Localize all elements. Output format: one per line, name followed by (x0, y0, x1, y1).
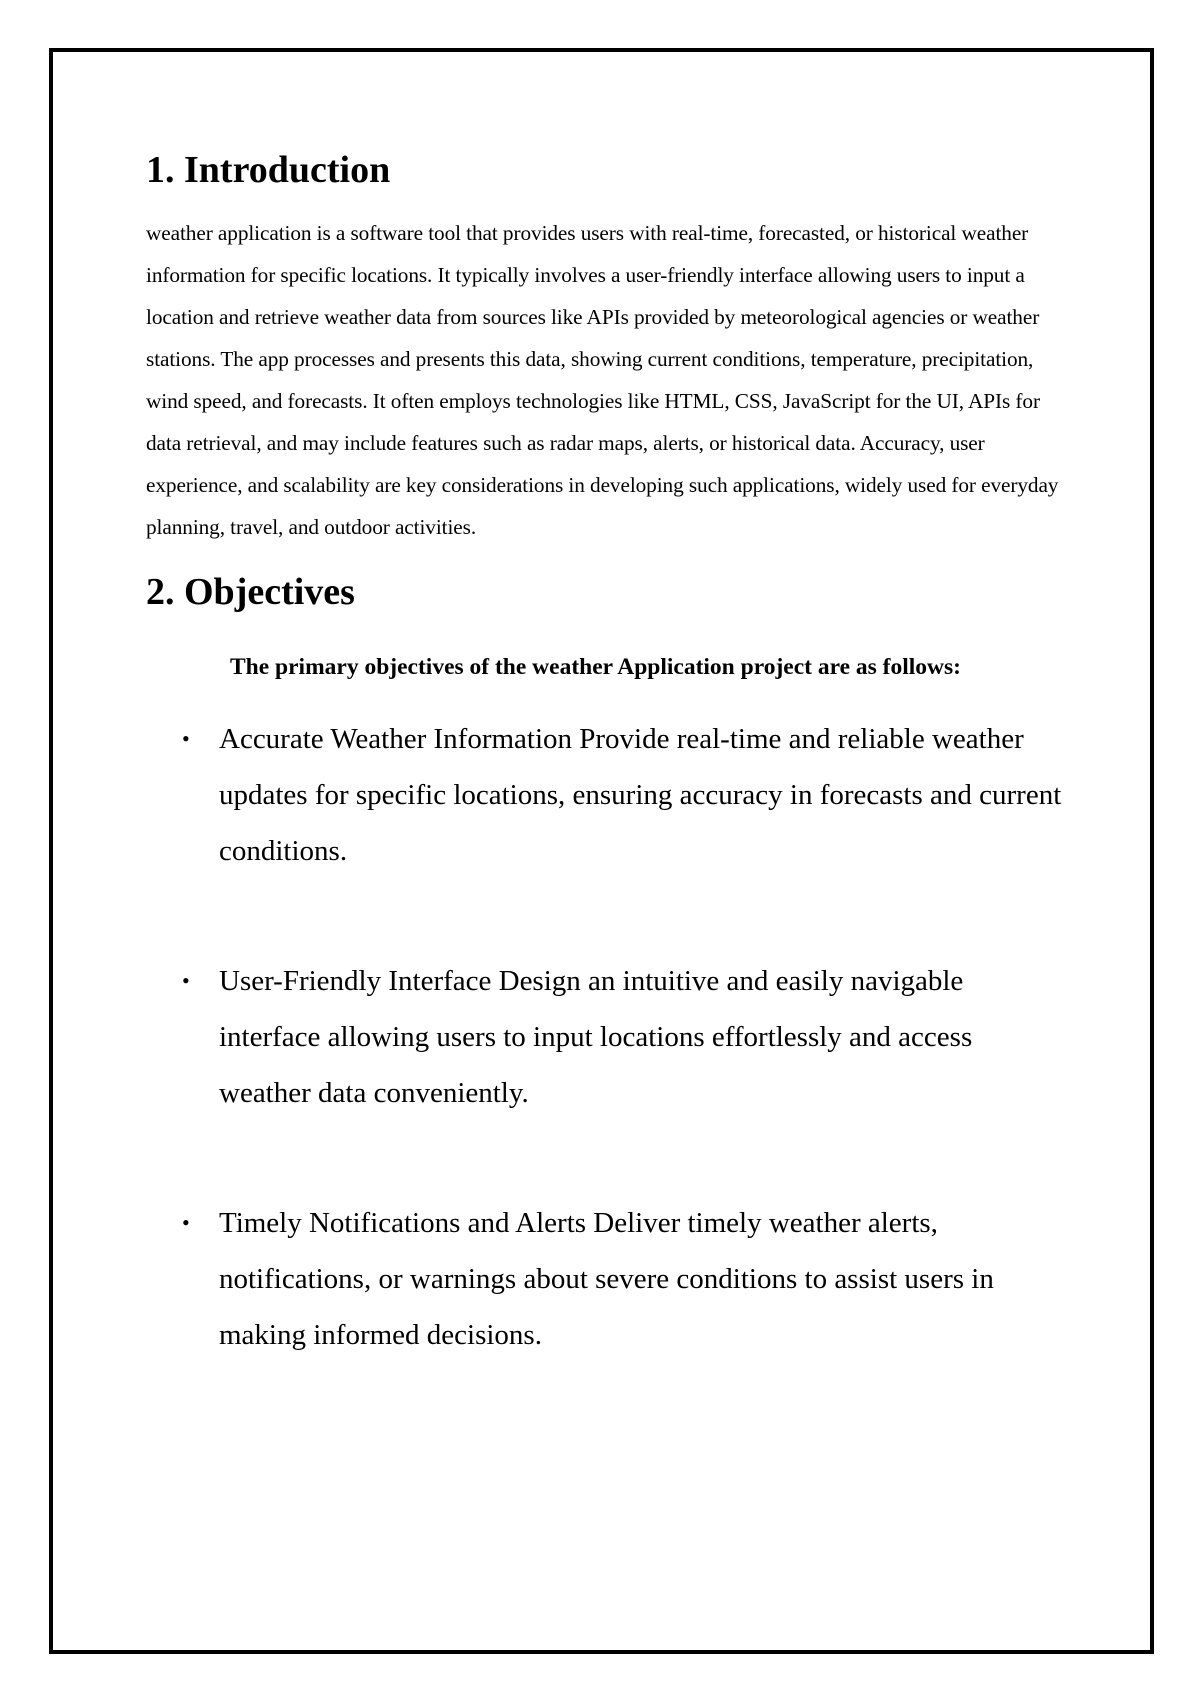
objective-item (146, 953, 1066, 1121)
introduction-paragraph: weather application is a software tool that provides users with real-time, forecasted, or historical weather information for specific locations. It typically involves a user-friendly interface allowing users to input a location and retrieve weather data from sources like APIs provided by meteorological agencies or weather stations. The app processes and presents this data, showing current conditions, temperature, precipitation, wind speed, and forecasts. It often employs technologies like HTML, CSS, JavaScript for the UI, APIs for data retrieval, and may include features such as radar maps, alerts, or historical data. Accuracy, user experience, and scalability are key considerations in developing such applications, widely used for everyday planning, travel, and outdoor activities. (146, 220, 1059, 539)
objective-item (146, 711, 1066, 879)
objectives-lead: The primary objectives of the weather Application project are as follows: (230, 654, 962, 681)
document-body (146, 140, 1066, 1437)
objectives-heading: 2. Objectives (146, 570, 355, 613)
objective-text: Timely Notifications and Alerts Deliver timely weather alerts, notifications, or warnings about severe conditions to assist users in making informed decisions. (219, 1207, 994, 1352)
objective-text: User-Friendly Interface Design an intuitive and easily navigable interface allowing users to input locations effortlessly and access weather data conveniently. (219, 965, 973, 1110)
bullet-icon: • (182, 726, 190, 752)
introduction-heading: 1. Introduction (146, 149, 391, 191)
objective-item (146, 1195, 1066, 1363)
objectives-list (146, 711, 1066, 1363)
bullet-icon: • (182, 1210, 190, 1236)
bullet-icon: • (182, 968, 190, 994)
objective-text: Accurate Weather Information Provide real-time and reliable weather updates for specific locations, ensuring accuracy in forecasts and current conditions. (219, 723, 1062, 868)
